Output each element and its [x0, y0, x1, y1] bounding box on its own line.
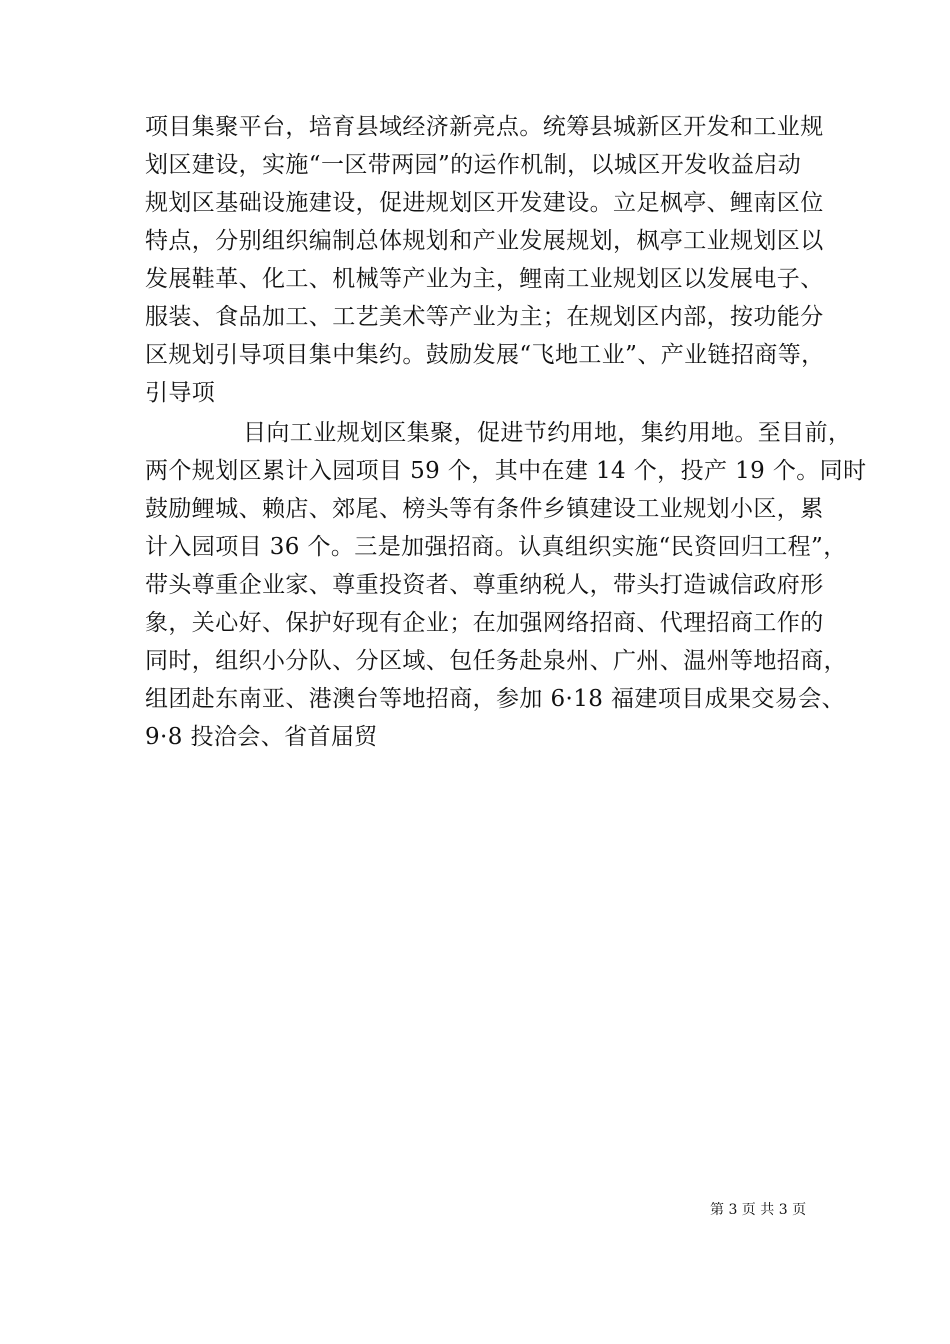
paragraph-line: 组团赴东南亚、港澳台等地招商，参加 6·18 福建项目成果交易会、 [145, 686, 846, 712]
paragraph-line: 项目集聚平台，培育县域经济新亮点。统筹县城新区开发和工业规 [145, 114, 824, 140]
paragraph-line: 鼓励鲤城、赖店、郊尾、榜头等有条件乡镇建设工业规划小区，累 [145, 496, 824, 522]
paragraph-line-indented: 目向工业规划区集聚，促进节约用地，集约用地。至目前， [243, 420, 852, 446]
paragraph-line: 象，关心好、保护好现有企业；在加强网络招商、代理招商工作的 [145, 610, 824, 636]
paragraph-line: 划区建设，实施“一区带两园”的运作机制，以城区开发收益启动 [145, 152, 802, 178]
paragraph-line: 服装、食品加工、工艺美术等产业为主；在规划区内部，按功能分 [145, 304, 824, 330]
paragraph-line: 引导项 [145, 380, 216, 406]
paragraph-line: 同时，组织小分队、分区域、包任务赴泉州、广州、温州等地招商， [145, 648, 847, 674]
paragraph-line: 9·8 投洽会、省首届贸 [145, 724, 378, 750]
page-number-footer: 第 3 页 共 3 页 [710, 1202, 807, 1218]
paragraph-1 [145, 108, 825, 412]
paragraph-line: 特点，分别组织编制总体规划和产业发展规划，枫亭工业规划区以 [145, 228, 824, 254]
paragraph-line: 两个规划区累计入园项目 59 个，其中在建 14 个，投产 19 个。同时 [145, 458, 867, 484]
paragraph-line: 计入园项目 36 个。三是加强招商。认真组织实施“民资回归工程”， [145, 534, 847, 560]
paragraph-line: 带头尊重企业家、尊重投资者、尊重纳税人，带头打造诚信政府形 [145, 572, 824, 598]
paragraph-line: 规划区基础设施建设，促进规划区开发建设。立足枫亭、鲤南区位 [145, 190, 824, 216]
paragraph-2 [145, 414, 867, 756]
paragraph-line: 发展鞋革、化工、机械等产业为主，鲤南工业规划区以发展电子、 [145, 266, 824, 292]
paragraph-line: 区规划引导项目集中集约。鼓励发展“飞地工业”、产业链招商等， [145, 342, 825, 368]
